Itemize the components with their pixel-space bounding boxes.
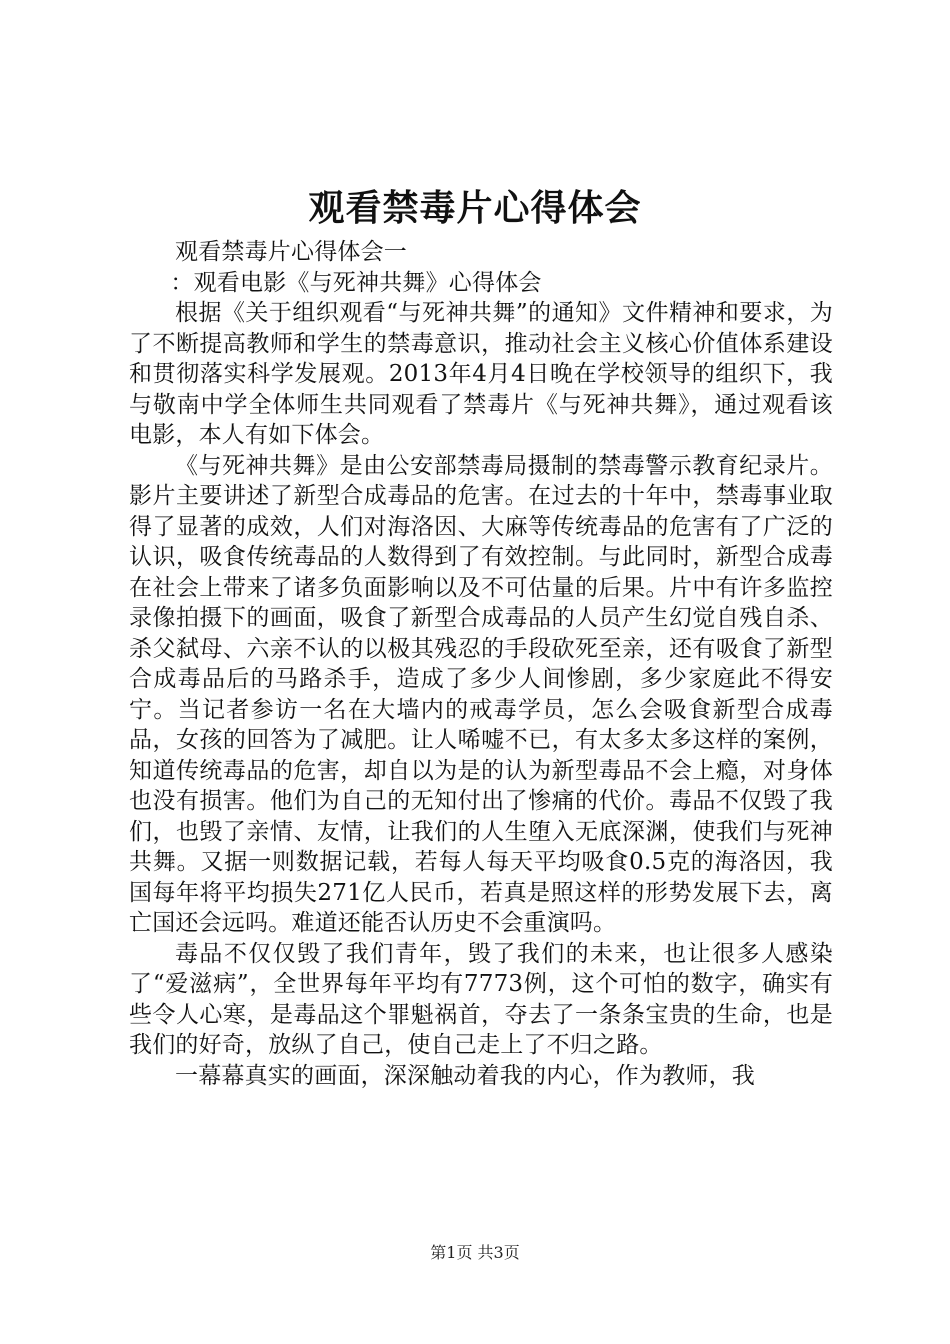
paragraph-2: 《与死神共舞》是由公安部禁毒局摄制的禁毒警示教育纪录片。影片主要讲述了新型合成毒品的危害。在过去的十年中，禁毒事业取得了显著的成效，人们对海洛因、大麻等传统毒品的危害有了广泛的认识，吸食传统毒品的人数得到了有效控制。与此同时，新型合成毒在社会上带来了诸多负面影响以及不可估量的后果。片中有许多监控录像拍摄下的画面，吸食了新型合成毒品的人员产生幻觉自残自杀、杀父弑母、六亲不认的以极其残忍的手段砍死至亲，还有吸食了新型合成毒品后的马路杀手，造成了多少人间惨剧，多少家庭此不得安宁。当记者参访一名在大墙内的戒毒学员，怎么会吸食新型合成毒品，女孩的回答为了减肥。让人唏嘘不已，有太多太多这样的案例，知道传统毒品的危害，却自以为是的认为新型毒品不会上瘾，对身体也没有损害。他们为自己的无知付出了惨痛的代价。毒品不仅毁了我们，也毁了亲情、友情，让我们的人生堕入无底深渊，使我们与死神共舞。又据一则数据记载，若每人每天平均吸食0.5克的海洛因，我国每年将平均损失271亿人民币，若真是照这样的形势发展下去，离亡国还会远吗。难道还能否认历史不会重演吗。 <box>129 452 833 936</box>
paragraph-1: 根据《关于组织观看“与死神共舞”的通知》文件精神和要求，为了不断提高教师和学生的禁毒意识，推动社会主义核心价值体系建设和贯彻落实科学发展观。2013年4月4日晚在学校领导的组织下，我与敬南中学全体师生共同观看了禁毒片《与死神共舞》，通过观看该电影，本人有如下体会。 <box>129 300 833 448</box>
page-footer: 第1页 共3页 <box>430 1243 520 1262</box>
subtitle-line: 观看禁毒片心得体会一 <box>175 239 407 265</box>
document-body <box>129 237 833 1091</box>
document-title: 观看禁毒片心得体会 <box>308 187 642 229</box>
paragraph-4: 一幕幕真实的画面，深深触动着我的内心，作为教师，我 <box>175 1062 755 1089</box>
paragraph-3: 毒品不仅仅毁了我们青年，毁了我们的未来，也让很多人感染了“爱滋病”，全世界每年平均有7773例，这个可怕的数字，确实有些令人心寒，是毒品这个罪魁祸首，夺去了一条条宝贵的生命，也是我们的好奇，放纵了自己，使自己走上了不归之路。 <box>129 940 833 1058</box>
subheading-line: ：观看电影《与死神共舞》心得体会 <box>170 269 542 296</box>
